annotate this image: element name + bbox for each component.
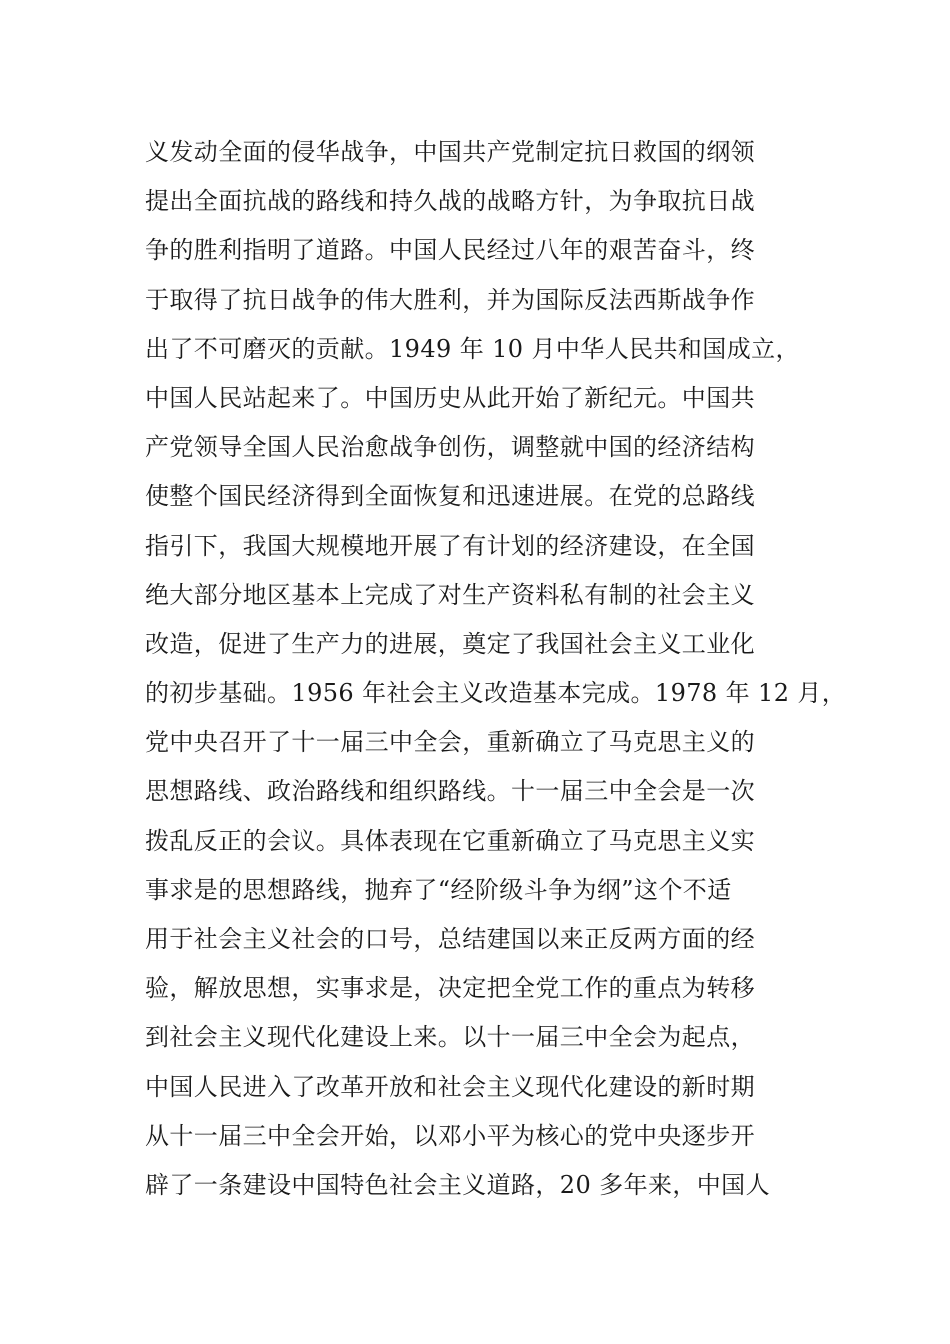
text-line-4: 于取得了抗日战争的伟大胜利，并为国际反法西斯战争作	[145, 285, 755, 314]
text-line-12: 的初步基础。1956 年社会主义改造基本完成。1978 年 12 月，	[145, 679, 847, 708]
text-line-22: 辟了一条建设中国特色社会主义道路，20 多年来，中国人	[145, 1170, 770, 1199]
text-line-14: 思想路线、政治路线和组织路线。十一届三中全会是一次	[145, 777, 755, 806]
text-line-21: 从十一届三中全会开始，以邓小平为核心的党中央逐步开	[145, 1121, 755, 1150]
text-line-20: 中国人民进入了改革开放和社会主义现代化建设的新时期	[145, 1072, 755, 1101]
text-line-10: 绝大部分地区基本上完成了对生产资料私有制的社会主义	[145, 580, 755, 609]
text-line-6: 中国人民站起来了。中国历史从此开始了新纪元。中国共	[145, 383, 755, 412]
text-line-3: 争的胜利指明了道路。中国人民经过八年的艰苦奋斗，终	[145, 236, 755, 265]
text-line-13: 党中央召开了十一届三中全会，重新确立了马克思主义的	[145, 728, 755, 757]
text-line-17: 用于社会主义社会的口号，总结建国以来正反两方面的经	[145, 925, 755, 953]
text-line-2: 提出全面抗战的路线和持久战的战略方针，为争取抗日战	[145, 187, 755, 216]
text-line-9: 指引下，我国大规模地开展了有计划的经济建设，在全国	[145, 531, 755, 560]
text-line-16: 事求是的思想路线，抛弃了“经阶级斗争为纲”这个不适	[145, 875, 732, 904]
text-line-11: 改造，促进了生产力的进展，奠定了我国社会主义工业化	[145, 629, 755, 658]
text-line-7: 产党领导全国人民治愈战争创伤，调整就中国的经济结构	[145, 433, 755, 462]
text-line-19: 到社会主义现代化建设上来。以十一届三中全会为起点，	[145, 1023, 755, 1052]
text-line-8: 使整个国民经济得到全面恢复和迅速进展。在党的总路线	[145, 482, 755, 511]
body-paragraph	[145, 128, 845, 1210]
text-line-1: 义发动全面的侵华战争，中国共产党制定抗日救国的纲领	[145, 138, 755, 166]
text-line-5: 出了不可磨灭的贡献。1949 年 10 月中华人民共和国成立，	[145, 334, 800, 363]
text-line-18: 验，解放思想，实事求是，决定把全党工作的重点为转移	[145, 974, 755, 1003]
text-line-15: 拨乱反正的会议。具体表现在它重新确立了马克思主义实	[145, 826, 755, 855]
